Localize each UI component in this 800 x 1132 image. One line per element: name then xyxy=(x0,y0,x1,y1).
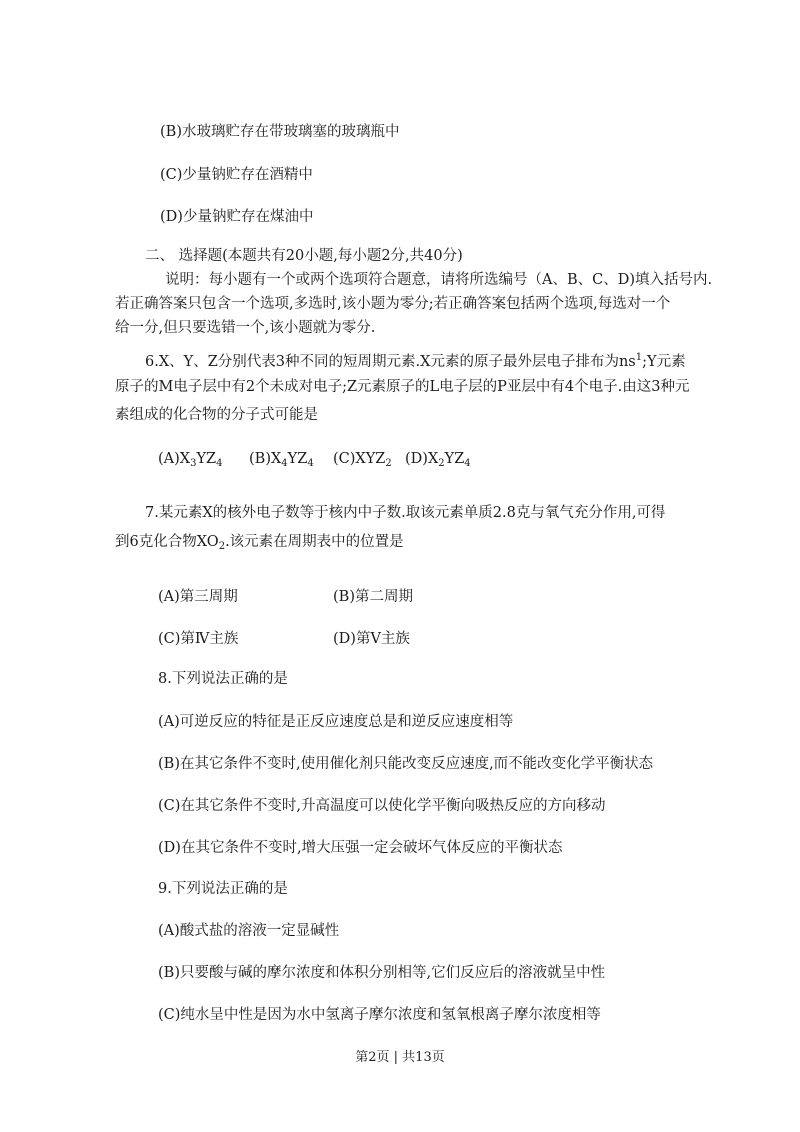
q6-d-sub1: 2 xyxy=(438,458,445,469)
q7-option-c: (C)第Ⅳ主族 xyxy=(158,631,239,647)
q7-option-d: (D)第Ⅴ主族 xyxy=(333,631,410,647)
option-d: (D)少量钠贮存在煤油中 xyxy=(160,209,314,225)
q7-line2 xyxy=(115,532,404,557)
q7-option-a: (A)第三周期 xyxy=(158,589,238,605)
q6-option-a xyxy=(158,449,223,474)
q6-c-p1: (C)XYZ xyxy=(333,451,386,467)
q9-stem: 9.下列说法正确的是 xyxy=(158,881,288,897)
q6-line1 xyxy=(145,348,686,372)
q9-option-a: (A)酸式盐的溶液一定显碱性 xyxy=(158,923,340,939)
q8-option-b: (B)在其它条件不变时,使用催化剂只能改变反应速度,而不能改变化学平衡状态 xyxy=(158,756,654,772)
section-note-line2: 若正确答案只包含一个选项,多选时,该小题为零分;若正确答案包括两个选项,每选对一个 xyxy=(115,296,671,312)
q6-d-p1: (D)X xyxy=(405,451,439,467)
q8-stem: 8.下列说法正确的是 xyxy=(158,671,288,687)
q7-option-b: (B)第二周期 xyxy=(333,589,413,605)
section-heading: 二、 选择题(本题共有20小题,每小题2分,共40分) xyxy=(145,248,463,264)
q6-a-sub1: 3 xyxy=(190,458,197,469)
q6-sup: 1 xyxy=(635,352,643,363)
q9-option-c: (C)纯水呈中性是因为水中氢离子摩尔浓度和氢氧根离子摩尔浓度相等 xyxy=(158,1007,601,1023)
section-note-line3: 给一分,但只要选错一个,该小题就为零分. xyxy=(115,320,376,336)
q6-a-p2: YZ xyxy=(196,451,217,467)
q6-b-p2: YZ xyxy=(287,451,308,467)
section-note-line1: 说明：每小题有一个或两个选项符合题意，请将所选编号（A、B、C、D)填入括号内. xyxy=(165,272,713,288)
q6-a-p1: (A)X xyxy=(158,451,191,467)
q6-b-sub2: 4 xyxy=(307,458,314,469)
q9-option-b: (B)只要酸与碱的摩尔浓度和体积分别相等,它们反应后的溶液就呈中性 xyxy=(158,965,606,981)
q7-text-a: 到6克化合物XO xyxy=(115,534,219,550)
q8-option-d: (D)在其它条件不变时,增大压强一定会破坏气体反应的平衡状态 xyxy=(158,840,563,856)
q6-option-b xyxy=(249,449,314,474)
q6-d-sub2: 4 xyxy=(464,458,471,469)
q7-line1: 7.某元素X的核外电子数等于核内中子数.取该元素单质2.8克与氧气充分作用,可得 xyxy=(145,505,666,521)
q6-text-a: 6.X、Y、Z分别代表3种不同的短周期元素.X元素的原子最外层电子排布为ns xyxy=(145,354,636,370)
q6-b-p1: (B)X xyxy=(249,451,282,467)
q8-option-a: (A)可逆反应的特征是正反应速度总是和逆反应速度相等 xyxy=(158,714,514,730)
option-c: (C)少量钠贮存在酒精中 xyxy=(160,167,313,183)
q6-c-sub1: 2 xyxy=(385,458,392,469)
q7-text-b: .该元素在周期表中的位置是 xyxy=(225,534,404,550)
q6-text-b: ;Y元素 xyxy=(642,354,686,370)
q7-sub: 2 xyxy=(218,541,226,552)
q6-option-c xyxy=(333,449,392,474)
option-b: (B)水玻璃贮存在带玻璃塞的玻璃瓶中 xyxy=(160,124,400,140)
q6-b-sub1: 4 xyxy=(281,458,288,469)
q8-option-c: (C)在其它条件不变时,升高温度可以使化学平衡向吸热反应的方向移动 xyxy=(158,798,606,814)
q6-d-p2: YZ xyxy=(444,451,465,467)
q6-option-d xyxy=(405,449,471,474)
q6-line2: 原子的M电子层中有2个未成对电子;Z元素原子的L电子层的P亚层中有4个电子.由这3种元 xyxy=(115,379,690,395)
page-footer: 第2页 | 共13页 xyxy=(355,1050,445,1065)
q6-line3: 素组成的化合物的分子式可能是 xyxy=(115,407,318,423)
q6-a-sub2: 4 xyxy=(216,458,223,469)
